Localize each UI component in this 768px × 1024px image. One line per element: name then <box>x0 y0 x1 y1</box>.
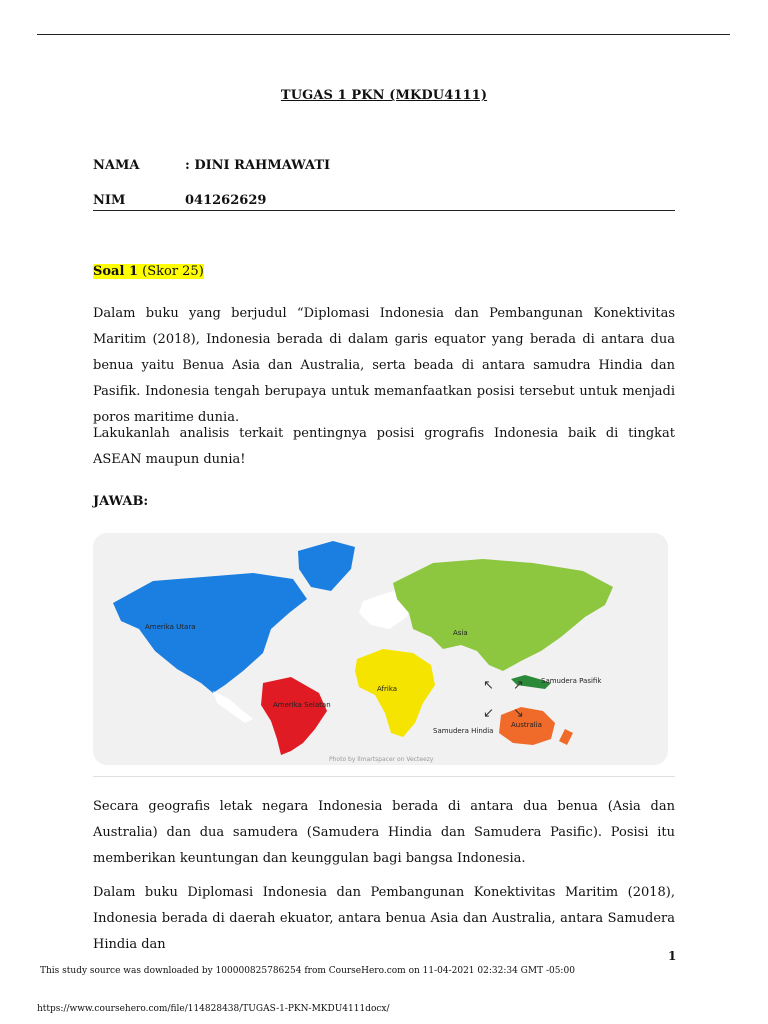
africa-shape <box>355 649 435 737</box>
answer-paragraph-1: Secara geografis letak negara Indonesia berada di antara dua benua (Asia dan Australia) dan dua samudera (Samudera Hindia dan Samudera Pasific). Posisi itu memberikan keuntungan dan keunggulan bagi bangsa Indonesia. <box>93 799 675 866</box>
label-australia: Australia <box>511 721 542 729</box>
top-rule <box>37 34 730 35</box>
central-america-shape <box>213 691 253 723</box>
page-number: 1 <box>668 949 677 963</box>
world-map-image <box>93 533 668 765</box>
north-america-shape <box>113 573 307 693</box>
arrow-southeast-icon: ↘ <box>513 706 524 721</box>
nim-label: NIM <box>93 193 126 208</box>
label-south-america: Amerika Selatan <box>273 701 331 709</box>
download-notice: This study source was downloaded by 100000825786254 from CourseHero.com on 11-04-2021 02:32:34 GMT -05:00 <box>40 966 575 976</box>
source-url[interactable]: https://www.coursehero.com/file/114828438/TUGAS-1-PKN-MKDU4111docx/ <box>37 1004 390 1014</box>
south-america-shape <box>261 677 327 755</box>
question-score: (Skor 25) <box>138 264 204 279</box>
asia-shape <box>393 559 613 671</box>
map-credit: Photo by Ilmartspacer on Vecteezy <box>329 756 434 763</box>
new-zealand-shape <box>559 729 573 745</box>
nim-value: 041262629 <box>185 193 267 208</box>
identity-divider <box>93 210 675 211</box>
question-paragraph-2: Lakukanlah analisis terkait pentingnya posisi grografis Indonesia baik di tingkat ASEAN maupun dunia! <box>93 426 675 467</box>
question-paragraph-1: Dalam buku yang berjudul “Diplomasi Indonesia dan Pembangunan Konektivitas Maritim (2018), Indonesia berada di dalam garis equator yang berada di antara dua benua yaitu Benua Asia dan Australia, serta beada di antara samudra Hindia dan Pasifik. Indonesia tengah berupaya untuk memanfaatkan posisi tersebut untuk menjadi poros maritime dunia. <box>93 306 675 425</box>
name-label: NAMA <box>93 158 140 173</box>
name-row <box>93 158 330 173</box>
arrow-northwest-icon: ↖ <box>483 678 494 693</box>
label-africa: Afrika <box>377 685 398 693</box>
question-heading <box>93 264 204 279</box>
document-title: TUGAS 1 PKN (MKDU4111) <box>280 88 488 103</box>
arrow-southwest-icon: ↙ <box>483 706 494 721</box>
answer-paragraph-2: Dalam buku Diplomasi Indonesia dan Pembangunan Konektivitas Maritim (2018), Indonesia berada di daerah ekuator, antara benua Asia dan Australia, antara Samudera Hindia dan <box>93 885 675 952</box>
greenland-shape <box>298 541 355 591</box>
map-divider <box>93 776 675 777</box>
nim-row <box>93 193 266 208</box>
label-indian-ocean: Samudera Hindia <box>433 727 494 735</box>
answer-heading: JAWAB: <box>93 494 149 509</box>
name-value: : DINI RAHMAWATI <box>185 158 331 173</box>
arrow-northeast-icon: ↗ <box>513 678 524 693</box>
question-label: Soal 1 <box>93 264 138 279</box>
label-north-america: Amerika Utara <box>145 623 196 631</box>
world-map-svg <box>93 533 668 765</box>
label-pacific-ocean: Samudera Pasifik <box>541 677 602 685</box>
question-highlight <box>93 264 204 279</box>
label-asia: Asia <box>453 629 468 637</box>
